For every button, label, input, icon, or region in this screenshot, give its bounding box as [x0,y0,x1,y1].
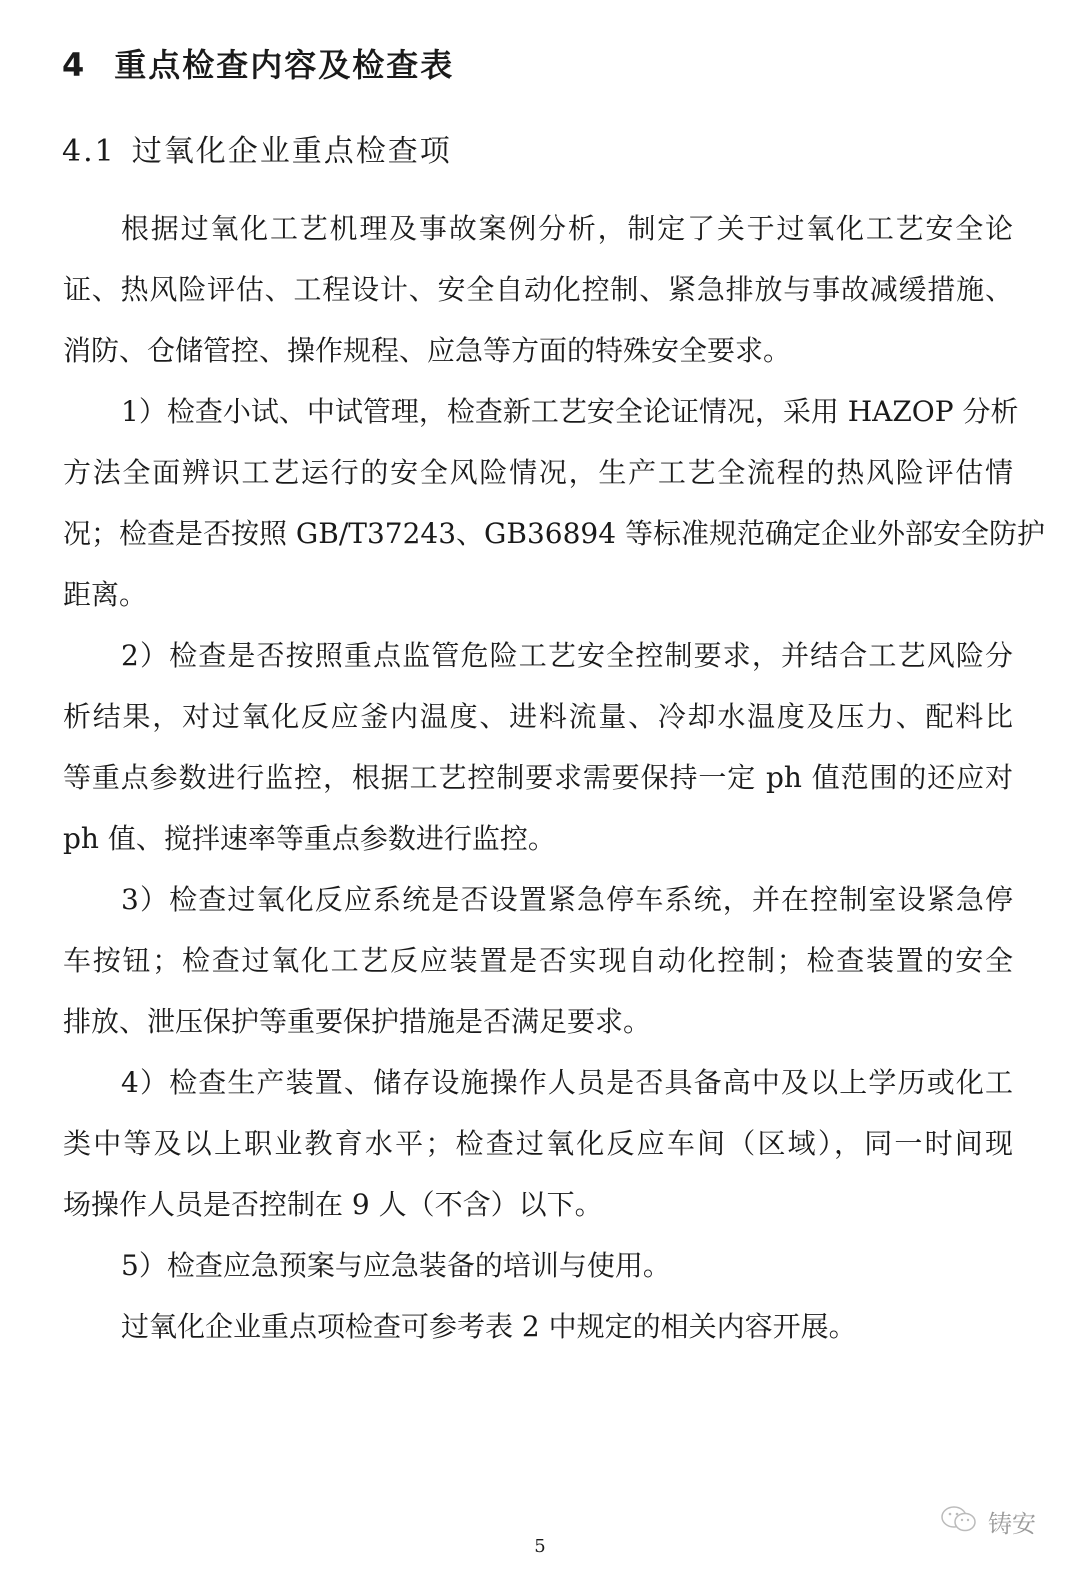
paragraph [63,869,1013,1052]
paragraph-line: 等重点参数进行监控，根据工艺控制要求需要保持一定 ph 值范围的还应对 [63,761,1013,794]
paragraph-line: 3）检查过氧化反应系统是否设置紧急停车系统，并在控制室设紧急停 [121,883,1013,916]
paragraph-line: 5）检查应急预案与应急装备的培训与使用。 [121,1249,671,1282]
paragraph [63,1235,1013,1296]
paragraph-line: 场操作人员是否控制在 9 人（不含）以下。 [63,1188,603,1221]
paragraph [63,625,1013,869]
page-number: 5 [534,1536,546,1557]
section-heading [62,40,454,86]
paragraph-line: 车按钮；检查过氧化工艺反应装置是否实现自动化控制；检查装置的安全 [63,944,1013,977]
paragraph-line: ph 值、搅拌速率等重点参数进行监控。 [63,822,556,855]
section-number: 4 [62,46,87,84]
watermark [940,1504,1036,1539]
watermark-text: 铸安 [988,1510,1036,1538]
paragraph-line: 析结果，对过氧化反应釜内温度、进料流量、冷却水温度及压力、配料比 [63,700,1013,733]
paragraph [63,1052,1013,1235]
paragraph [63,381,1045,625]
subsection-number: 4.1 [62,134,116,169]
paragraph [63,198,1013,381]
paragraph-line: 过氧化企业重点项检查可参考表 2 中规定的相关内容开展。 [121,1310,857,1343]
paragraph [63,1296,1013,1357]
paragraph-line: 4）检查生产装置、储存设施操作人员是否具备高中及以上学历或化工 [121,1066,1013,1099]
wechat-icon [940,1505,980,1539]
paragraph-line: 况；检查是否按照 GB/T37243、GB36894 等标准规范确定企业外部安全防护 [63,517,1045,550]
paragraph-line: 距离。 [63,578,148,611]
paragraph-line: 方法全面辨识工艺运行的安全风险情况，生产工艺全流程的热风险评估情 [63,456,1013,489]
paragraph-line: 2）检查是否按照重点监管危险工艺安全控制要求，并结合工艺风险分 [121,639,1013,672]
section-title: 重点检查内容及检查表 [114,46,455,84]
paragraph-line: 类中等及以上职业教育水平；检查过氧化反应车间（区域），同一时间现 [63,1127,1013,1160]
subsection-title: 过氧化企业重点检查项 [131,134,452,169]
paragraph-line: 证、热风险评估、工程设计、安全自动化控制、紧急排放与事故减缓措施、 [63,273,1013,306]
paragraph-line: 根据过氧化工艺机理及事故案例分析，制定了关于过氧化工艺安全论 [121,212,1013,245]
subsection-heading [62,126,452,170]
paragraph-line: 消防、仓储管控、操作规程、应急等方面的特殊安全要求。 [63,334,792,367]
paragraph-line: 1）检查小试、中试管理，检查新工艺安全论证情况，采用 HAZOP 分析 [121,395,1019,428]
document-body [63,198,1045,1357]
paragraph-line: 排放、泄压保护等重要保护措施是否满足要求。 [63,1005,652,1038]
